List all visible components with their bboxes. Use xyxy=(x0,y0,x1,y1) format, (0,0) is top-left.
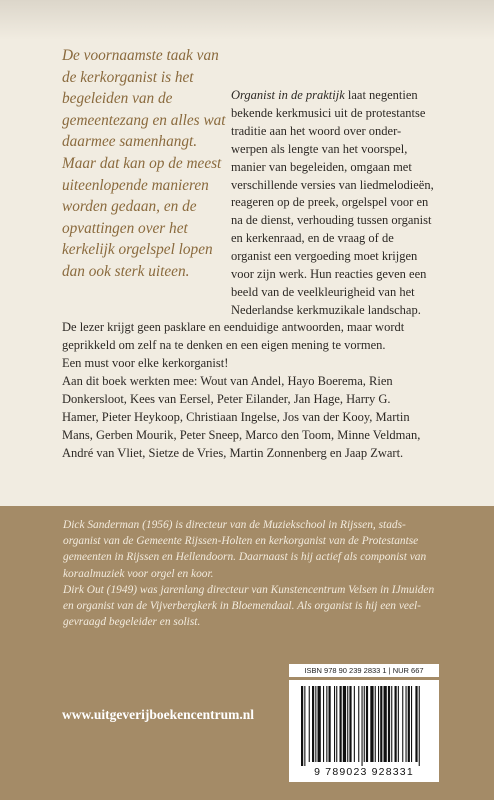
barcode-bar xyxy=(398,686,399,762)
barcode xyxy=(289,680,439,782)
intro-line: verschillende versies van liedmelodieën, xyxy=(231,177,434,192)
quote-line: daarmee samenhangt. xyxy=(62,133,198,151)
barcode-bar xyxy=(402,686,403,762)
intro-line: manier van begeleiden, omgaan met xyxy=(231,159,412,174)
barcode-bar xyxy=(358,686,359,762)
quote-line: worden gedaan, en de xyxy=(62,198,197,216)
barcode-bar xyxy=(362,686,363,766)
barcode-bar xyxy=(334,686,335,762)
barcode-bar xyxy=(309,686,310,762)
barcode-bar xyxy=(384,686,387,762)
intro-line: organist een vergoeding moet krijgen xyxy=(231,249,418,264)
barcode-bar xyxy=(312,686,314,762)
publisher-website[interactable]: www.uitgeverijboekencentrum.nl xyxy=(62,707,254,722)
intro-line: reageren op de preek, orgelspel voor en xyxy=(231,195,429,210)
intro-line: voor zijn werk. Hun reacties geven een xyxy=(231,267,427,282)
quote-line: De voornaamste taak van xyxy=(62,47,219,64)
bio-line: koraalmuziek voor orgel en koor. xyxy=(63,567,214,580)
barcode-bar xyxy=(370,686,373,762)
barcode-bar xyxy=(419,686,420,766)
quote-line: opvattingen over het xyxy=(62,219,188,237)
intro-line: traditie aan het woord over onder- xyxy=(231,123,402,138)
quote-line: gemeentezang en alles wat xyxy=(62,111,226,129)
barcode-bar xyxy=(378,686,379,762)
contributors-paragraph xyxy=(62,373,462,463)
intro-paragraph xyxy=(231,87,481,320)
barcode-bar xyxy=(380,686,382,762)
contributors-line: Mans, Gerben Mourik, Peter Sneep, Marco den Toom, Minne Veldman, xyxy=(62,427,421,442)
intro-line: Nederlandse kerkmuzikale landschap. xyxy=(231,302,421,317)
barcode-bar xyxy=(406,686,407,762)
barcode-bar xyxy=(301,686,303,766)
barcode-bar xyxy=(391,686,392,762)
barcode-digits: 9 789023 928331 xyxy=(314,766,414,778)
intro-line: werpen als lengte van het voorspel, xyxy=(231,141,408,156)
contributors-line: Aan dit boek werkten mee: Wout van Andel, Hayo Boerema, Rien xyxy=(62,374,393,388)
reader-paragraph xyxy=(62,319,462,373)
intro-first-line xyxy=(231,87,481,105)
intro-line: bekende kerkmusici uit de protestantse xyxy=(231,105,426,120)
contributors-line: André van Vliet, Sietze de Vries, Martin Zonnenberg en Jaap Zwart. xyxy=(62,445,404,460)
barcode-bar xyxy=(304,686,305,766)
barcode-bar xyxy=(336,686,337,762)
barcode-bar xyxy=(318,686,321,762)
barcode-bar xyxy=(323,686,324,762)
barcode-bar xyxy=(315,686,316,762)
intro-line: en kerkenraad, en de vraag of de xyxy=(231,231,394,246)
intro-line: na de dienst, verhouding tussen organist xyxy=(231,213,432,228)
isbn-label: ISBN 978 90 239 2833 1 | NUR 667 xyxy=(289,664,439,677)
bio-line: en organist van de Vijverbergkerk in Bloemendaal. Als organist is hij een veel- xyxy=(63,600,421,613)
barcode-bars xyxy=(289,680,439,770)
bio-line: Dirk Out (1949) was jarenlang directeur van Kunstencentrum Velsen in IJmuiden xyxy=(63,583,435,596)
reader-line: geprikkeld om zelf na te denken en een eigen mening te vormen. xyxy=(62,337,386,352)
bio-line: organist van de Gemeente Rijssen-Holten en kerkorganist van de Protestantse xyxy=(63,535,419,548)
quote-line: dan ook sterk uiteen. xyxy=(62,262,190,280)
barcode-bar xyxy=(343,686,346,762)
book-title: Organist in de praktijk xyxy=(231,88,345,102)
barcode-bar xyxy=(395,686,397,762)
barcode-bar xyxy=(366,686,368,762)
pull-quote xyxy=(62,45,224,283)
bio-line: gemeenten in Rijssen en Hellendoorn. Daarnaast is hij actief als componist van xyxy=(63,551,427,564)
bio-line: gevraagd begeleider en solist. xyxy=(63,616,201,629)
quote-line: Maar dat kan op de meest xyxy=(62,154,222,172)
barcode-bar xyxy=(388,686,390,762)
quote-line: begeleiden van de xyxy=(62,90,173,108)
quote-line: kerkelijk orgelspel lopen xyxy=(62,241,213,259)
quote-line: uiteenlopende manieren xyxy=(62,176,209,194)
barcode-bar xyxy=(329,686,331,762)
intro-first-line-rest: laat negentien xyxy=(344,88,418,102)
barcode-bar xyxy=(326,686,327,762)
reader-line: De lezer krijgt geen pasklare en eenduidige antwoorden, maar wordt xyxy=(62,320,405,334)
barcode-bar xyxy=(354,686,355,762)
reader-line: Een must voor elke kerkorganist! xyxy=(62,355,229,370)
contributors-line: Donkersloot, Kees van Eersel, Peter Eilander, Jan Hage, Harry G. xyxy=(62,391,391,406)
bio-line: Dick Sanderman (1956) is directeur van de Muziekschool in Rijssen, stads- xyxy=(63,519,406,531)
barcode-bar xyxy=(340,686,342,762)
barcode-bar xyxy=(415,686,417,762)
barcode-bar xyxy=(364,686,365,762)
barcode-bar xyxy=(411,686,412,762)
quote-line: de kerkorganist is het xyxy=(62,68,194,86)
author-bio xyxy=(63,517,483,630)
barcode-bar xyxy=(408,686,410,762)
barcode-bar xyxy=(347,686,348,762)
contributors-line: Hamer, Pieter Heykoop, Christiaan Ingelse, Jos van der Kooy, Martin xyxy=(62,409,410,424)
intro-line: beeld van de veelkleurigheid van het xyxy=(231,284,415,299)
top-edge-shade xyxy=(0,0,494,40)
barcode-bar xyxy=(375,686,376,762)
barcode-bar xyxy=(349,686,351,762)
